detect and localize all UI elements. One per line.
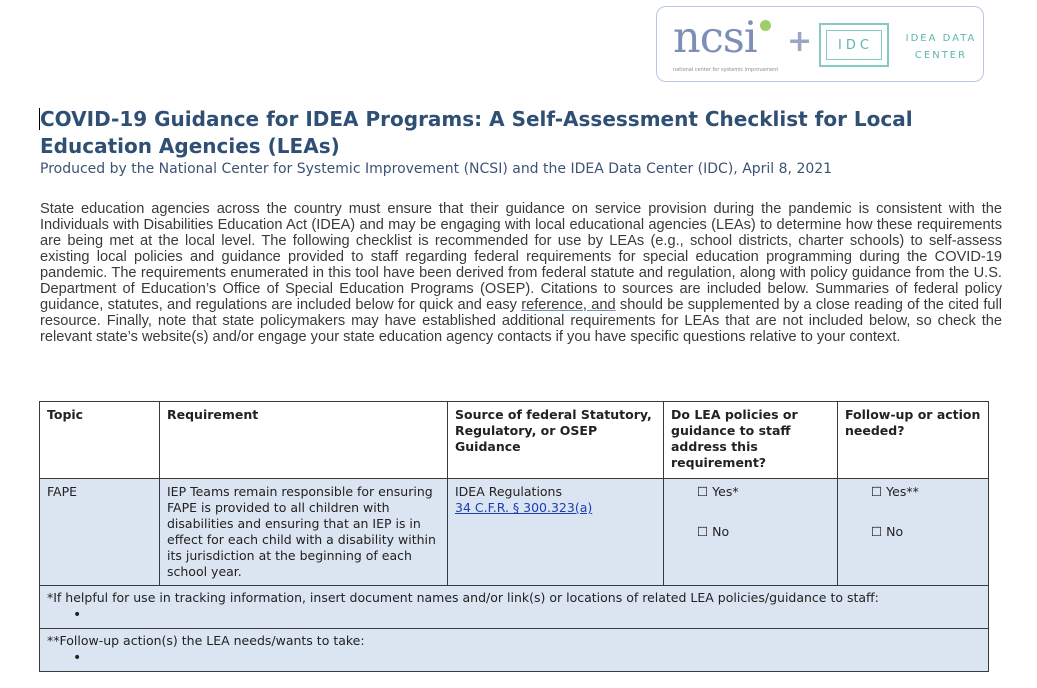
source-label: IDEA Regulations (455, 484, 562, 499)
self-assessment-table (39, 401, 989, 672)
idc-logo-name (903, 30, 979, 64)
ncsi-logo: ncsi (673, 13, 757, 63)
document-title: COVID-19 Guidance for IDEA Programs: A Self-Assessment Checklist for Local Education Agencies (LEAs) (40, 107, 913, 158)
cell-source (448, 479, 664, 586)
followup-yes-checkbox[interactable]: ☐ Yes** (871, 484, 919, 499)
cell-address (664, 479, 838, 586)
idc-name-line2: CENTER (914, 50, 968, 61)
table-row (40, 479, 989, 586)
table-header-row (40, 402, 989, 479)
cell-followup (838, 479, 989, 586)
cell-topic: FAPE (40, 479, 160, 586)
header-address: Do LEA policies or guidance to staff address this requirement? (664, 402, 838, 479)
tracking-note-cell[interactable] (40, 586, 989, 629)
ncsi-logo-dot (760, 20, 771, 31)
ncsi-tagline: national center for systemic improvement (673, 67, 779, 73)
idc-logo-text: IDC (826, 30, 882, 60)
document-byline: Produced by the National Center for Systemic Improvement (NCSI) and the IDEA Data Center (IDC), April 8, 2021 (40, 161, 833, 177)
regulation-link[interactable]: 34 C.F.R. § 300.323(a) (455, 500, 593, 515)
followup-no-checkbox[interactable]: ☐ No (871, 524, 904, 539)
header-topic: Topic (40, 402, 160, 479)
address-no-checkbox[interactable]: ☐ No (697, 524, 730, 539)
followup-note-cell[interactable] (40, 629, 989, 672)
partner-logos (656, 6, 984, 82)
header-requirement: Requirement (160, 402, 448, 479)
header-source: Source of federal Statutory, Regulatory, or OSEP Guidance (448, 402, 664, 479)
tracking-note-text: *If helpful for use in tracking information, insert document names and/or link(s) or locations of related LEA policies/guidance to staff: (47, 590, 879, 605)
intro-paragraph (40, 201, 1002, 345)
intro-text-part2: should be supplemented by a close reading of the cited full resource. Finally, note that state policymakers may have established additional requirements for LEAs that are not included below, so check the relevant state’s website(s) and/or engage your state education agency contacts if you have specific questions relative to your context. (40, 297, 1002, 345)
followup-note-row (40, 629, 989, 672)
intro-text-part1: State education agencies across the country must ensure that their guidance on service provision during the pandemic is consistent with the Individuals with Disabilities Education Act (IDEA) and may be engaging with local educational agencies (LEAs) to determine how these requirements are being met at the local level. The following checklist is recommended for use by LEAs (e.g., school districts, charter schools) to self-assess existing local policies and guidance provided to staff regarding federal requirements for special education programming during the COVID-19 pandemic. The requirements enumerated in this tool have been derived from federal statute and regulation, along with policy guidance from the U.S. Department of Education’s Office of Special Education Programs (OSEP). Citations to sources are included below. Summaries of federal policy guidance, statutes, and regulations are included below for quick and easy (40, 201, 1002, 313)
idc-name-line1: IDEA DATA (905, 33, 977, 44)
plus-icon: + (787, 24, 813, 59)
cell-requirement: IEP Teams remain responsible for ensuring FAPE is provided to all children with disabilities and ensuring that an IEP is in effect for each child with a disability within its jurisdiction at the beginning of each school year. (160, 479, 448, 586)
followup-note-text: **Follow-up action(s) the LEA needs/wants to take: (47, 633, 365, 648)
header-followup: Follow-up or action needed? (838, 402, 989, 479)
intro-underlined-text: reference, and (521, 297, 616, 313)
address-yes-checkbox[interactable]: ☐ Yes* (697, 484, 739, 499)
tracking-note-bullet: • (73, 607, 82, 623)
tracking-note-row (40, 586, 989, 629)
idc-logo-mark (819, 23, 889, 67)
followup-note-bullet: • (73, 650, 82, 666)
